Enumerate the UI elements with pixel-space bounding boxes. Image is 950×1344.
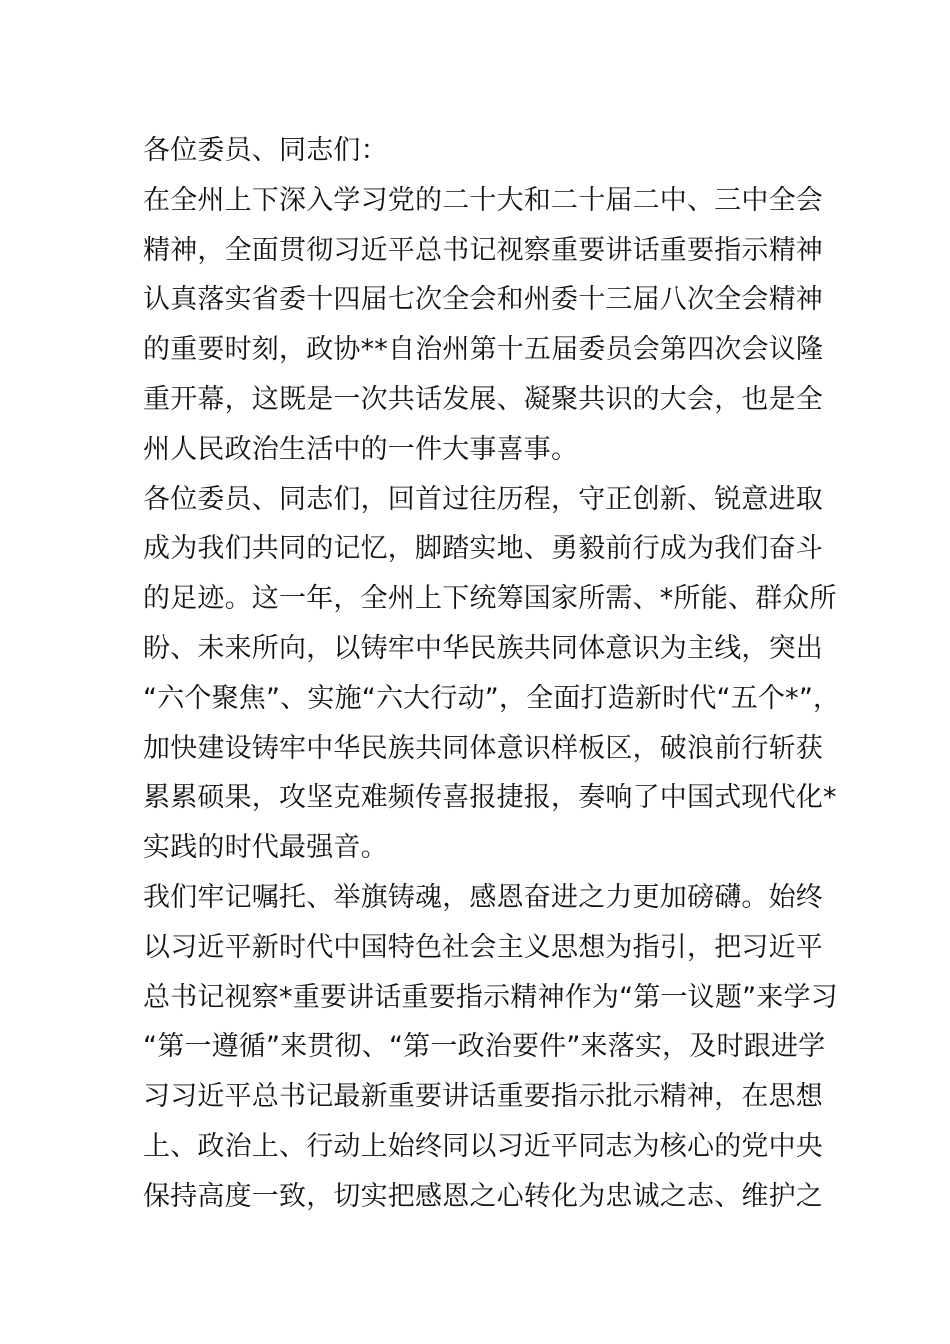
text-line: “六个聚焦”、实施“六大行动”，全面打造新时代“五个*”， [143,682,841,714]
text-line: 的重要时刻，政协**自治州第十五届委员会第四次会议隆 [143,334,824,366]
text-line: “第一遵循”来贯彻、“第一政治要件”来落实，及时跟进学 [143,1031,826,1063]
text-line: 上、政治上、行动上始终同以习近平同志为核心的党中央 [143,1130,823,1162]
text-line: 的足迹。这一年，全州上下统筹国家所需、*所能、群众所 [143,583,837,615]
text-line: 州人民政治生活中的一件大事喜事。 [143,433,579,465]
text-line: 精神，全面贯彻习近平总书记视察重要讲话重要指示精神 [143,234,823,266]
text-line: 重开幕，这既是一次共话发展、凝聚共识的大会，也是全 [143,383,823,415]
text-line: 成为我们共同的记忆，脚踏实地、勇毅前行成为我们奋斗 [143,533,823,565]
text-line: 加快建设铸牢中华民族共同体意识样板区，破浪前行斩获 [143,732,823,764]
text-line: 盼、未来所向，以铸牢中华民族共同体意识为主线，突出 [143,632,823,664]
speech-text-block [143,126,841,1222]
text-line: 各位委员、同志们： [143,135,388,166]
text-line: 累累硕果，攻坚克难频传喜报捷报，奏响了中国式现代化* [143,782,837,814]
text-line: 总书记视察*重要讲话重要指示精神作为“第一议题”来学习 [143,981,838,1013]
text-line: 以习近平新时代中国特色社会主义思想为指引，把习近平 [143,931,823,963]
text-line: 各位委员、同志们，回首过往历程，守正创新、锐意进取 [143,483,823,515]
text-line: 在全州上下深入学习党的二十大和二十届二中、三中全会 [143,184,823,216]
text-line: 保持高度一致，切实把感恩之心转化为忠诚之志、维护之 [143,1180,823,1212]
text-line: 我们牢记嘱托、举旗铸魂，感恩奋进之力更加磅礴。始终 [143,881,823,913]
text-line: 实践的时代最强音。 [143,832,388,864]
text-line: 认真落实省委十四届七次全会和州委十三届八次全会精神 [143,284,823,316]
text-line: 习习近平总书记最新重要讲话重要指示批示精神，在思想 [143,1081,823,1113]
